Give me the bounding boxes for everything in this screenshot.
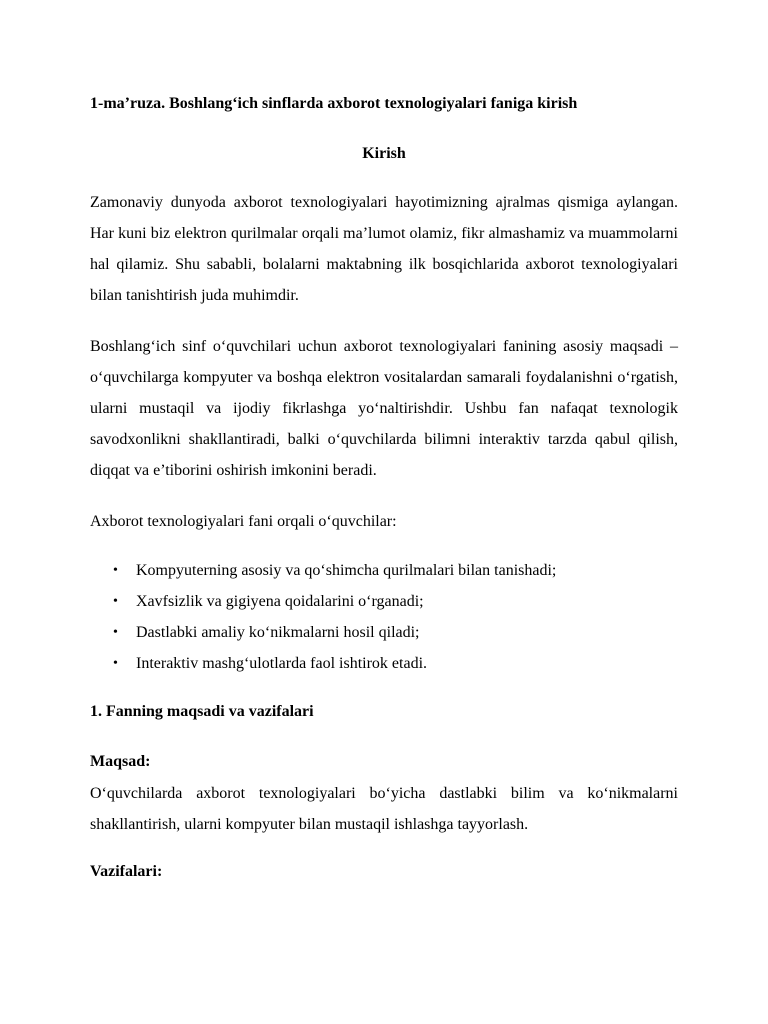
bullet-icon: • <box>113 594 118 609</box>
bullet-icon: • <box>113 656 118 671</box>
bullet-icon: • <box>113 625 118 640</box>
section-1-heading: 1. Fanning maqsadi va vazifalari <box>90 703 314 720</box>
bullet-icon: • <box>113 563 118 578</box>
list-item <box>90 648 678 679</box>
list-item <box>90 555 678 586</box>
intro-paragraph-2: Boshlang‘ich sinf o‘quvchilari uchun axborot texnologiyalari fanining asosiy maqsadi – o‘quvchilarga kompyuter va boshqa elektron vositalardan samarali foydalanishni o‘rgatish, ularni mustaqil va ijodiy fikrlashga yo‘naltirishdir. Ushbu fan nafaqat texnologik savodxonlikni shakllantiradi, balki o‘quvchilarda bilimni interaktiv tarzda qabul qilish, diqqat va e’tiborini oshirish imkonini beradi. <box>90 338 678 479</box>
intro-paragraph-1: Zamonaviy dunyoda axborot texnologiyalari hayotimizning ajralmas qismiga aylangan. Har kuni biz elektron qurilmalar orqali ma’lumot olamiz, fikr almashamiz va muammolarni hal qilamiz. Shu sababli, bolalarni maktabning ilk bosqichlarida axborot texnologiyalari bilan tanishtirish juda muhimdir. <box>90 194 678 304</box>
list-item-text: Dastlabki amaliy ko‘nikmalarni hosil qiladi; <box>136 624 420 641</box>
list-item-text: Kompyuterning asosiy va qo‘shimcha qurilmalari bilan tanishadi; <box>136 562 557 579</box>
lecture-title: 1-ma’ruza. Boshlang‘ich sinflarda axborot texnologiyalari faniga kirish <box>90 95 578 112</box>
list-item <box>90 586 678 617</box>
list-item-text: Xavfsizlik va gigiyena qoidalarini o‘rganadi; <box>136 593 424 610</box>
intro-heading: Kirish <box>362 145 406 162</box>
vazifalari-label: Vazifalari: <box>90 863 163 880</box>
maqsad-paragraph: O‘quvchilarda axborot texnologiyalari bo‘yicha dastlabki bilim va ko‘nikmalarni shakllantirish, ularni kompyuter bilan mustaqil ishlashga tayyorlash. <box>90 785 678 833</box>
intro-paragraph-3: Axborot texnologiyalari fani orqali o‘quvchilar: <box>90 513 397 530</box>
maqsad-label: Maqsad: <box>90 753 151 770</box>
learning-outcomes-list <box>90 555 678 679</box>
list-item <box>90 617 678 648</box>
list-item-text: Interaktiv mashg‘ulotlarda faol ishtirok etadi. <box>136 655 428 672</box>
